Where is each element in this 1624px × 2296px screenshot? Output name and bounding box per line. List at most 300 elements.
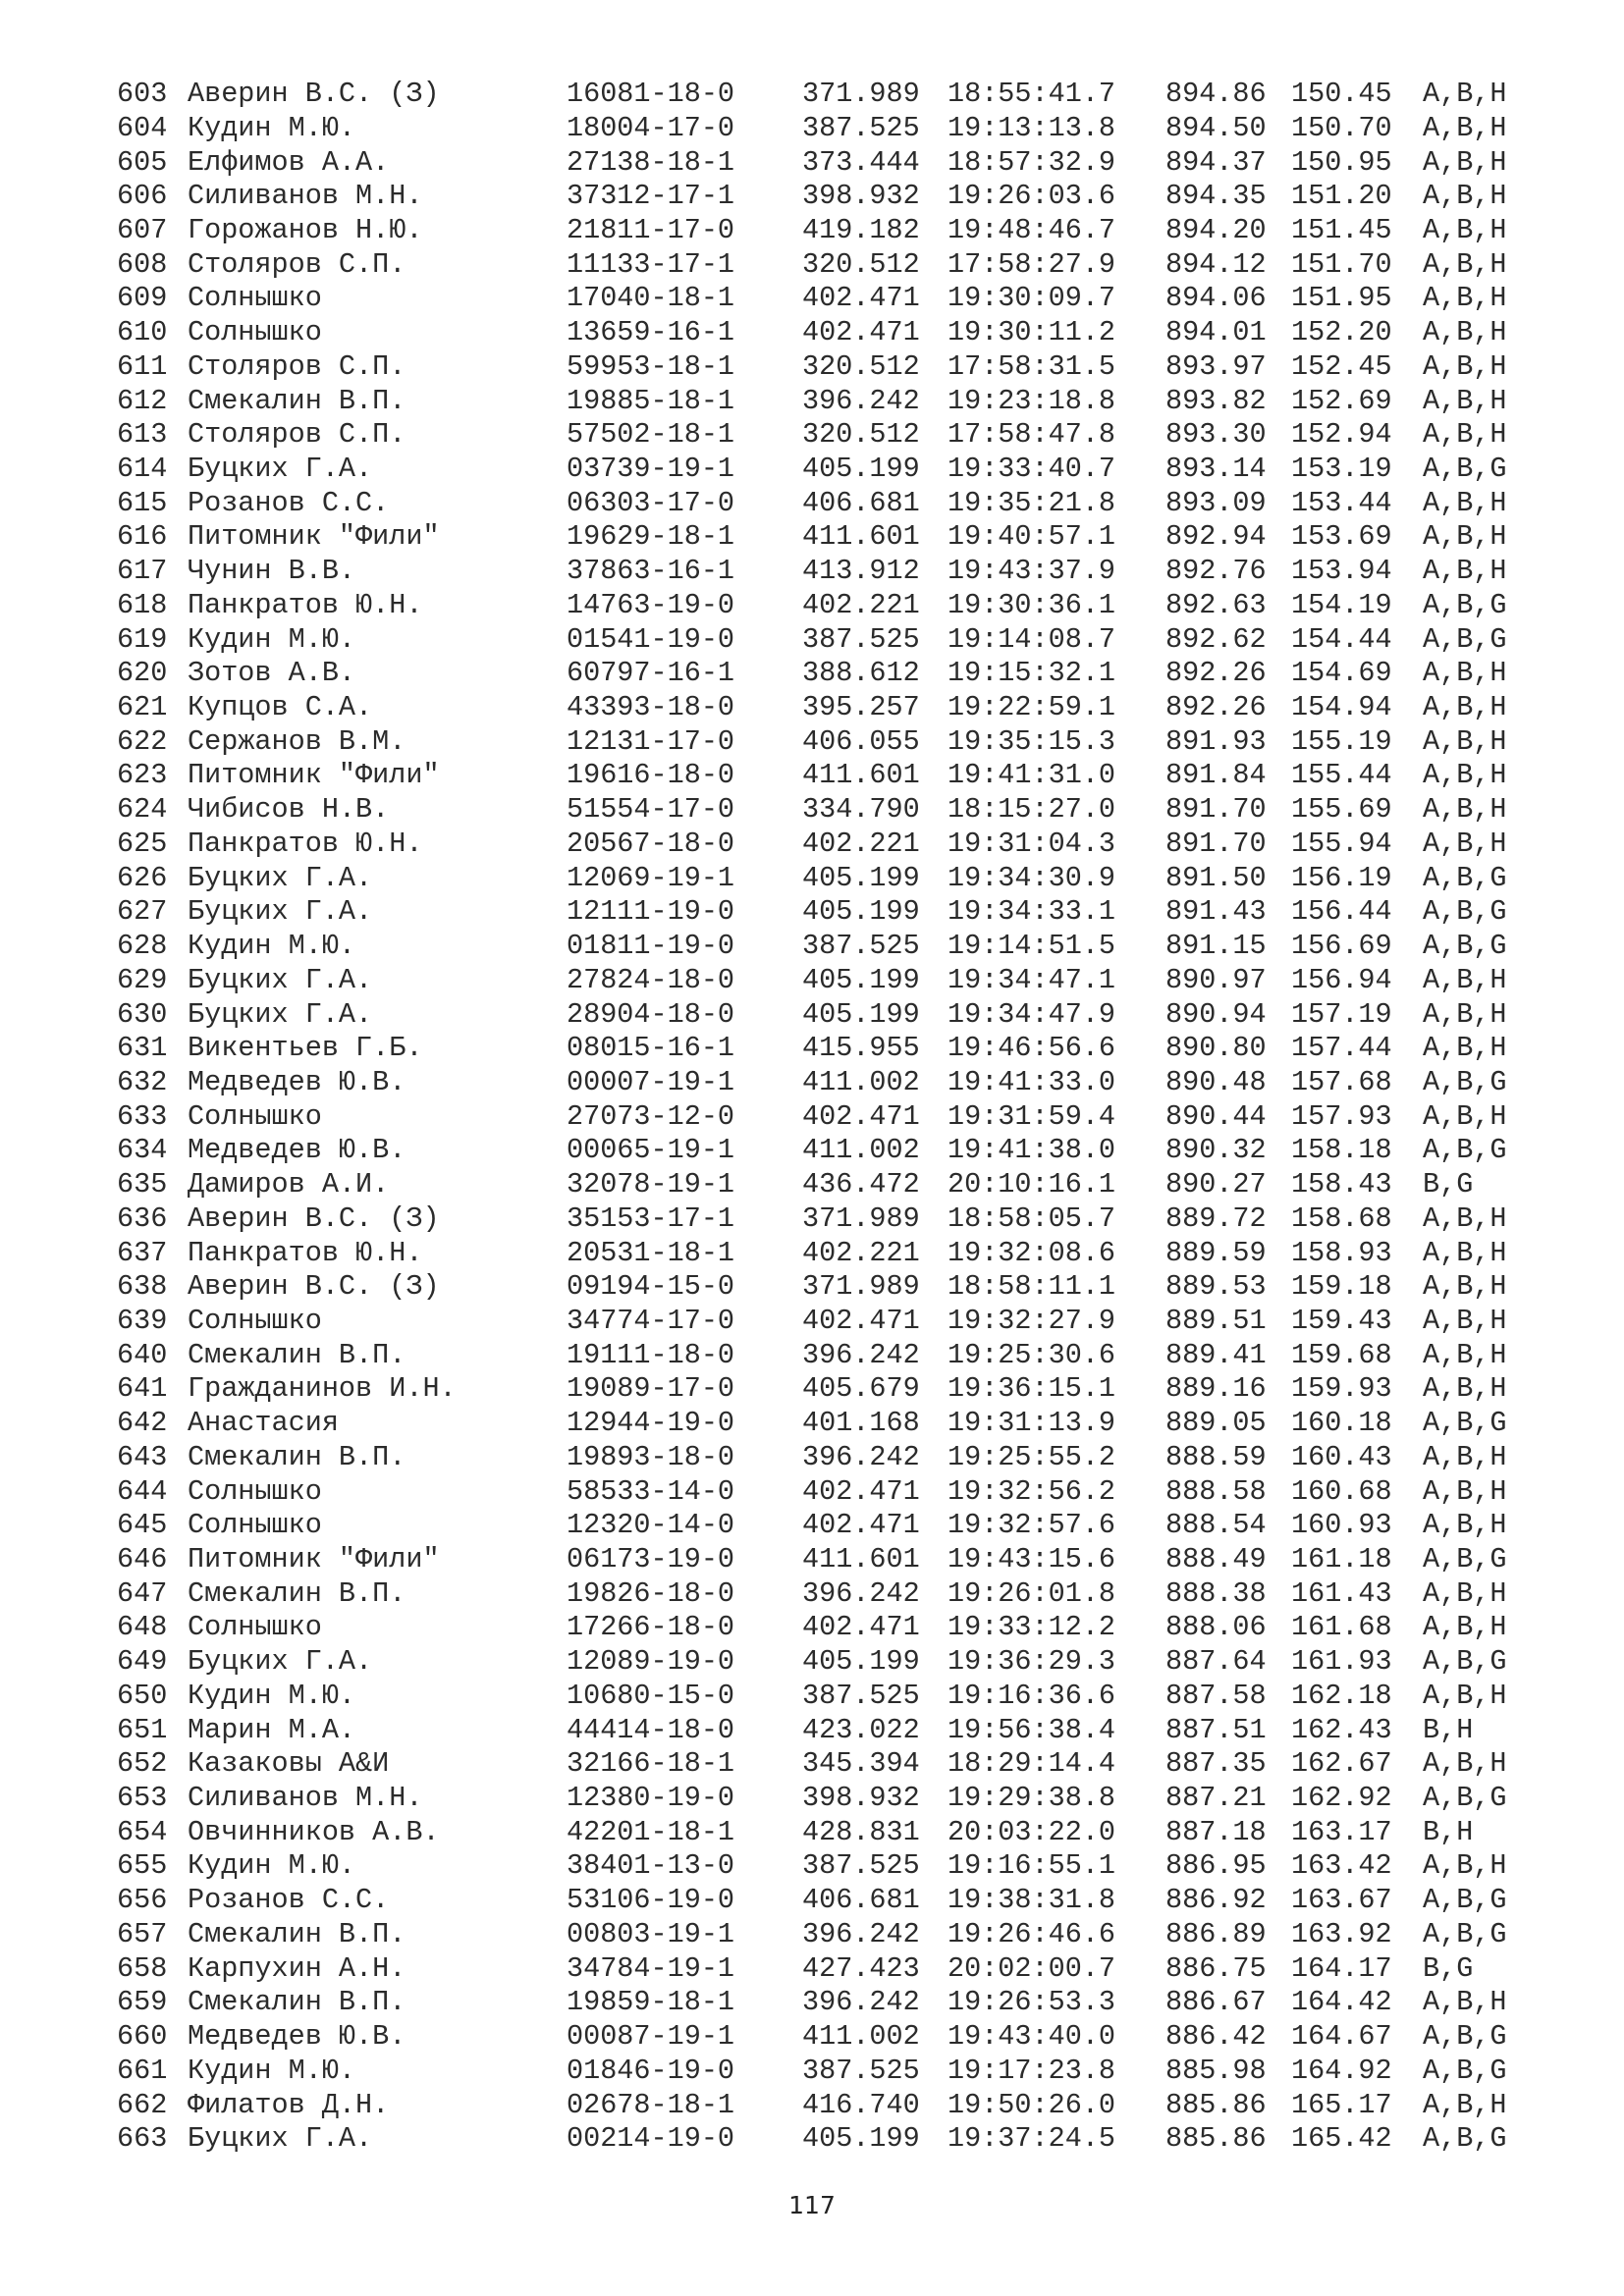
row-fancier-name: Солнышко xyxy=(188,1509,322,1542)
row-speed: 887.64 xyxy=(1165,1645,1267,1679)
row-fancier-name: Филатов Д.Н. xyxy=(188,2088,390,2121)
row-arrival-time: 17:58:31.5 xyxy=(947,349,1116,383)
row-place: 613 xyxy=(117,418,168,452)
row-categories: A,B,G xyxy=(1423,1645,1507,1679)
row-fancier-name: Кудин М.Ю. xyxy=(188,930,356,963)
row-speed: 885.98 xyxy=(1165,2054,1267,2087)
row-place: 645 xyxy=(117,1509,168,1542)
row-categories: A,B,H xyxy=(1423,1679,1507,1712)
row-ring-number: 37863-16-1 xyxy=(567,555,735,588)
row-arrival-time: 18:15:27.0 xyxy=(947,793,1116,827)
row-distance: 402.471 xyxy=(802,1474,920,1508)
row-ring-number: 01811-19-0 xyxy=(567,930,735,963)
row-place: 607 xyxy=(117,213,168,246)
row-categories: A,B,G xyxy=(1423,895,1507,929)
row-arrival-time: 19:23:18.8 xyxy=(947,384,1116,417)
row-arrival-time: 19:34:47.9 xyxy=(947,997,1116,1031)
row-fancier-name: Елфимов А.А. xyxy=(188,145,390,179)
result-row xyxy=(117,487,1541,521)
row-place: 617 xyxy=(117,555,168,588)
page-number: 117 xyxy=(788,2191,836,2219)
row-speed: 888.54 xyxy=(1165,1509,1267,1542)
row-place: 634 xyxy=(117,1134,168,1167)
row-speed: 890.48 xyxy=(1165,1065,1267,1098)
row-score: 155.19 xyxy=(1291,724,1392,758)
row-speed: 889.05 xyxy=(1165,1407,1267,1440)
row-speed: 890.44 xyxy=(1165,1099,1267,1133)
row-distance: 334.790 xyxy=(802,793,920,827)
row-arrival-time: 19:41:31.0 xyxy=(947,759,1116,792)
row-score: 151.95 xyxy=(1291,282,1392,315)
row-categories: A,B,G xyxy=(1423,1543,1507,1576)
row-speed: 890.27 xyxy=(1165,1168,1267,1201)
row-arrival-time: 19:30:36.1 xyxy=(947,588,1116,621)
row-place: 648 xyxy=(117,1611,168,1644)
row-categories: A,B,H xyxy=(1423,349,1507,383)
row-score: 156.19 xyxy=(1291,861,1392,894)
row-fancier-name: Солнышко xyxy=(188,1304,322,1337)
result-row xyxy=(117,1474,1541,1509)
result-row xyxy=(117,145,1541,180)
row-fancier-name: Смекалин В.П. xyxy=(188,1440,406,1473)
row-fancier-name: Анастасия xyxy=(188,1407,339,1440)
result-row xyxy=(117,691,1541,725)
row-arrival-time: 19:36:15.1 xyxy=(947,1372,1116,1406)
row-arrival-time: 19:31:13.9 xyxy=(947,1407,1116,1440)
row-score: 154.94 xyxy=(1291,691,1392,724)
row-distance: 402.471 xyxy=(802,1611,920,1644)
result-row xyxy=(117,112,1541,146)
row-fancier-name: Розанов С.С. xyxy=(188,1884,390,1917)
row-speed: 888.49 xyxy=(1165,1543,1267,1576)
row-arrival-time: 19:34:47.1 xyxy=(947,963,1116,996)
row-speed: 889.51 xyxy=(1165,1304,1267,1337)
row-ring-number: 01541-19-0 xyxy=(567,622,735,656)
row-fancier-name: Смекалин В.П. xyxy=(188,384,406,417)
result-row xyxy=(117,1952,1541,1987)
row-score: 150.95 xyxy=(1291,145,1392,179)
row-score: 153.44 xyxy=(1291,486,1392,519)
row-categories: A,B,G xyxy=(1423,2054,1507,2087)
row-arrival-time: 19:25:55.2 xyxy=(947,1440,1116,1473)
row-arrival-time: 19:33:12.2 xyxy=(947,1611,1116,1644)
row-place: 660 xyxy=(117,2020,168,2054)
row-categories: A,B,H xyxy=(1423,1576,1507,1610)
row-distance: 395.257 xyxy=(802,691,920,724)
row-speed: 894.37 xyxy=(1165,145,1267,179)
row-speed: 887.58 xyxy=(1165,1679,1267,1712)
row-place: 622 xyxy=(117,724,168,758)
row-ring-number: 32078-19-1 xyxy=(567,1168,735,1201)
row-score: 164.17 xyxy=(1291,1951,1392,1985)
row-ring-number: 00214-19-0 xyxy=(567,2122,735,2156)
row-place: 605 xyxy=(117,145,168,179)
row-ring-number: 19826-18-0 xyxy=(567,1576,735,1610)
row-distance: 371.989 xyxy=(802,78,920,111)
row-arrival-time: 20:10:16.1 xyxy=(947,1168,1116,1201)
row-arrival-time: 19:34:30.9 xyxy=(947,861,1116,894)
row-place: 656 xyxy=(117,1884,168,1917)
row-speed: 886.89 xyxy=(1165,1917,1267,1950)
row-distance: 423.022 xyxy=(802,1713,920,1746)
row-distance: 406.681 xyxy=(802,1884,920,1917)
row-fancier-name: Медведев Ю.В. xyxy=(188,1134,406,1167)
row-distance: 345.394 xyxy=(802,1747,920,1781)
row-categories: B,G xyxy=(1423,1951,1474,1985)
row-fancier-name: Горожанов Н.Ю. xyxy=(188,213,423,246)
row-score: 165.17 xyxy=(1291,2088,1392,2121)
row-distance: 402.471 xyxy=(802,282,920,315)
row-ring-number: 27073-12-0 xyxy=(567,1099,735,1133)
row-score: 162.18 xyxy=(1291,1679,1392,1712)
row-place: 633 xyxy=(117,1099,168,1133)
row-place: 614 xyxy=(117,453,168,486)
row-fancier-name: Аверин В.С. (З) xyxy=(188,1201,440,1235)
row-categories: A,B,H xyxy=(1423,1474,1507,1508)
row-place: 636 xyxy=(117,1201,168,1235)
row-arrival-time: 19:33:40.7 xyxy=(947,453,1116,486)
row-fancier-name: Буцких Г.А. xyxy=(188,997,373,1031)
row-place: 623 xyxy=(117,759,168,792)
result-row xyxy=(117,1816,1541,1850)
row-ring-number: 19629-18-1 xyxy=(567,520,735,554)
result-row xyxy=(117,589,1541,623)
row-distance: 427.423 xyxy=(802,1951,920,1985)
row-arrival-time: 17:58:47.8 xyxy=(947,418,1116,452)
row-arrival-time: 19:30:09.7 xyxy=(947,282,1116,315)
row-score: 165.42 xyxy=(1291,2122,1392,2156)
row-speed: 886.92 xyxy=(1165,1884,1267,1917)
row-ring-number: 08015-16-1 xyxy=(567,1032,735,1065)
row-categories: A,B,G xyxy=(1423,453,1507,486)
row-ring-number: 20531-18-1 xyxy=(567,1236,735,1269)
row-arrival-time: 18:57:32.9 xyxy=(947,145,1116,179)
row-distance: 402.221 xyxy=(802,1236,920,1269)
row-distance: 387.525 xyxy=(802,111,920,144)
row-distance: 387.525 xyxy=(802,930,920,963)
row-fancier-name: Солнышко xyxy=(188,1099,322,1133)
row-arrival-time: 19:41:38.0 xyxy=(947,1134,1116,1167)
row-place: 657 xyxy=(117,1917,168,1950)
row-arrival-time: 19:46:56.6 xyxy=(947,1032,1116,1065)
row-score: 158.93 xyxy=(1291,1236,1392,1269)
result-row xyxy=(117,1782,1541,1816)
row-categories: A,B,G xyxy=(1423,1407,1507,1440)
row-score: 151.20 xyxy=(1291,180,1392,213)
row-categories: A,B,H xyxy=(1423,2088,1507,2121)
result-row xyxy=(117,2020,1541,2055)
result-row xyxy=(117,1168,1541,1202)
result-row xyxy=(117,1645,1541,1680)
row-distance: 401.168 xyxy=(802,1407,920,1440)
row-fancier-name: Викентьев Г.Б. xyxy=(188,1032,423,1065)
row-ring-number: 06303-17-0 xyxy=(567,486,735,519)
row-categories: A,B,H xyxy=(1423,827,1507,860)
row-speed: 886.95 xyxy=(1165,1849,1267,1883)
row-place: 646 xyxy=(117,1543,168,1576)
result-row xyxy=(117,1577,1541,1612)
row-speed: 893.97 xyxy=(1165,349,1267,383)
row-speed: 892.63 xyxy=(1165,588,1267,621)
row-place: 625 xyxy=(117,827,168,860)
row-categories: A,B,G xyxy=(1423,861,1507,894)
row-arrival-time: 19:32:08.6 xyxy=(947,1236,1116,1269)
result-row xyxy=(117,2055,1541,2089)
result-row xyxy=(117,316,1541,350)
row-categories: A,B,H xyxy=(1423,1986,1507,2019)
row-distance: 373.444 xyxy=(802,145,920,179)
row-speed: 894.35 xyxy=(1165,180,1267,213)
row-arrival-time: 19:26:01.8 xyxy=(947,1576,1116,1610)
row-arrival-time: 19:40:57.1 xyxy=(947,520,1116,554)
row-score: 157.68 xyxy=(1291,1065,1392,1098)
row-categories: A,B,H xyxy=(1423,555,1507,588)
row-place: 640 xyxy=(117,1338,168,1371)
row-distance: 411.002 xyxy=(802,1134,920,1167)
row-distance: 406.681 xyxy=(802,486,920,519)
row-score: 161.93 xyxy=(1291,1645,1392,1679)
row-speed: 892.76 xyxy=(1165,555,1267,588)
row-score: 159.93 xyxy=(1291,1372,1392,1406)
row-fancier-name: Питомник "Фили" xyxy=(188,520,440,554)
row-distance: 320.512 xyxy=(802,418,920,452)
row-categories: A,B,H xyxy=(1423,997,1507,1031)
row-distance: 398.932 xyxy=(802,1782,920,1815)
row-fancier-name: Питомник "Фили" xyxy=(188,1543,440,1576)
row-place: 637 xyxy=(117,1236,168,1269)
row-score: 160.43 xyxy=(1291,1440,1392,1473)
row-fancier-name: Буцких Г.А. xyxy=(188,453,373,486)
row-categories: A,B,H xyxy=(1423,963,1507,996)
row-categories: A,B,H xyxy=(1423,1236,1507,1269)
row-categories: A,B,H xyxy=(1423,1338,1507,1371)
result-row xyxy=(117,1884,1541,1918)
row-fancier-name: Солнышко xyxy=(188,316,322,349)
row-distance: 387.525 xyxy=(802,1849,920,1883)
row-categories: A,B,H xyxy=(1423,1032,1507,1065)
row-place: 662 xyxy=(117,2088,168,2121)
row-distance: 411.601 xyxy=(802,1543,920,1576)
row-score: 164.42 xyxy=(1291,1986,1392,2019)
row-fancier-name: Казаковы А&И xyxy=(188,1747,390,1781)
row-ring-number: 19616-18-0 xyxy=(567,759,735,792)
row-categories: A,B,H xyxy=(1423,691,1507,724)
row-score: 160.68 xyxy=(1291,1474,1392,1508)
row-distance: 402.471 xyxy=(802,1304,920,1337)
result-row xyxy=(117,555,1541,589)
row-place: 649 xyxy=(117,1645,168,1679)
row-categories: A,B,H xyxy=(1423,520,1507,554)
row-ring-number: 20567-18-0 xyxy=(567,827,735,860)
row-distance: 411.002 xyxy=(802,2020,920,2054)
row-distance: 436.472 xyxy=(802,1168,920,1201)
row-distance: 411.002 xyxy=(802,1065,920,1098)
row-ring-number: 59953-18-1 xyxy=(567,349,735,383)
row-speed: 894.86 xyxy=(1165,78,1267,111)
result-row xyxy=(117,1543,1541,1577)
row-distance: 396.242 xyxy=(802,384,920,417)
row-categories: A,B,H xyxy=(1423,145,1507,179)
row-score: 152.94 xyxy=(1291,418,1392,452)
row-distance: 387.525 xyxy=(802,2054,920,2087)
row-score: 164.67 xyxy=(1291,2020,1392,2054)
result-row xyxy=(117,1032,1541,1066)
result-row xyxy=(117,623,1541,658)
row-fancier-name: Буцких Г.А. xyxy=(188,2122,373,2156)
row-place: 644 xyxy=(117,1474,168,1508)
row-distance: 416.740 xyxy=(802,2088,920,2121)
row-distance: 320.512 xyxy=(802,247,920,281)
row-ring-number: 27138-18-1 xyxy=(567,145,735,179)
row-place: 641 xyxy=(117,1372,168,1406)
result-row xyxy=(117,1714,1541,1748)
row-arrival-time: 20:03:22.0 xyxy=(947,1815,1116,1848)
result-row xyxy=(117,1918,1541,1952)
row-fancier-name: Буцких Г.А. xyxy=(188,963,373,996)
result-row xyxy=(117,759,1541,793)
row-ring-number: 12111-19-0 xyxy=(567,895,735,929)
row-speed: 890.94 xyxy=(1165,997,1267,1031)
result-row xyxy=(117,1305,1541,1339)
row-arrival-time: 19:38:31.8 xyxy=(947,1884,1116,1917)
row-speed: 891.93 xyxy=(1165,724,1267,758)
row-speed: 889.41 xyxy=(1165,1338,1267,1371)
row-speed: 890.80 xyxy=(1165,1032,1267,1065)
row-categories: A,B,H xyxy=(1423,486,1507,519)
row-fancier-name: Аверин В.С. (З) xyxy=(188,78,440,111)
row-score: 151.70 xyxy=(1291,247,1392,281)
row-distance: 396.242 xyxy=(802,1338,920,1371)
row-ring-number: 32166-18-1 xyxy=(567,1747,735,1781)
row-categories: A,B,H xyxy=(1423,418,1507,452)
row-speed: 892.26 xyxy=(1165,657,1267,690)
row-categories: A,B,G xyxy=(1423,930,1507,963)
row-score: 158.68 xyxy=(1291,1201,1392,1235)
row-arrival-time: 19:43:37.9 xyxy=(947,555,1116,588)
row-categories: A,B,G xyxy=(1423,2020,1507,2054)
row-distance: 411.601 xyxy=(802,520,920,554)
row-distance: 320.512 xyxy=(802,349,920,383)
row-distance: 413.912 xyxy=(802,555,920,588)
row-place: 655 xyxy=(117,1849,168,1883)
row-categories: A,B,H xyxy=(1423,180,1507,213)
row-place: 628 xyxy=(117,930,168,963)
row-score: 150.70 xyxy=(1291,111,1392,144)
row-fancier-name: Смекалин В.П. xyxy=(188,1986,406,2019)
row-place: 609 xyxy=(117,282,168,315)
row-fancier-name: Столяров С.П. xyxy=(188,349,406,383)
row-score: 154.44 xyxy=(1291,622,1392,656)
row-distance: 387.525 xyxy=(802,1679,920,1712)
row-categories: A,B,G xyxy=(1423,588,1507,621)
row-ring-number: 06173-19-0 xyxy=(567,1543,735,1576)
row-categories: A,B,H xyxy=(1423,1099,1507,1133)
row-place: 663 xyxy=(117,2122,168,2156)
row-score: 155.44 xyxy=(1291,759,1392,792)
row-arrival-time: 19:41:33.0 xyxy=(947,1065,1116,1098)
result-row xyxy=(117,930,1541,964)
row-fancier-name: Аверин В.С. (З) xyxy=(188,1270,440,1304)
row-fancier-name: Медведев Ю.В. xyxy=(188,1065,406,1098)
row-speed: 891.70 xyxy=(1165,827,1267,860)
row-place: 618 xyxy=(117,588,168,621)
row-ring-number: 12380-19-0 xyxy=(567,1782,735,1815)
row-ring-number: 34784-19-1 xyxy=(567,1951,735,1985)
row-place: 639 xyxy=(117,1304,168,1337)
row-speed: 886.67 xyxy=(1165,1986,1267,2019)
result-row xyxy=(117,453,1541,487)
row-place: 603 xyxy=(117,78,168,111)
row-ring-number: 60797-16-1 xyxy=(567,657,735,690)
result-row xyxy=(117,350,1541,385)
row-arrival-time: 19:22:59.1 xyxy=(947,691,1116,724)
result-row xyxy=(117,793,1541,828)
row-speed: 891.43 xyxy=(1165,895,1267,929)
row-speed: 887.21 xyxy=(1165,1782,1267,1815)
row-speed: 892.26 xyxy=(1165,691,1267,724)
row-ring-number: 03739-19-1 xyxy=(567,453,735,486)
row-place: 612 xyxy=(117,384,168,417)
row-distance: 428.831 xyxy=(802,1815,920,1848)
row-arrival-time: 19:14:51.5 xyxy=(947,930,1116,963)
row-speed: 886.75 xyxy=(1165,1951,1267,1985)
row-speed: 893.82 xyxy=(1165,384,1267,417)
result-row xyxy=(117,282,1541,316)
row-ring-number: 44414-18-0 xyxy=(567,1713,735,1746)
row-arrival-time: 19:26:03.6 xyxy=(947,180,1116,213)
row-categories: A,B,G xyxy=(1423,1065,1507,1098)
row-arrival-time: 17:58:27.9 xyxy=(947,247,1116,281)
row-fancier-name: Чибисов Н.В. xyxy=(188,793,390,827)
row-fancier-name: Смекалин В.П. xyxy=(188,1576,406,1610)
row-categories: A,B,H xyxy=(1423,282,1507,315)
row-arrival-time: 19:32:57.6 xyxy=(947,1509,1116,1542)
result-row xyxy=(117,1509,1541,1543)
result-row xyxy=(117,78,1541,112)
row-speed: 893.14 xyxy=(1165,453,1267,486)
result-row xyxy=(117,1270,1541,1305)
row-ring-number: 12131-17-0 xyxy=(567,724,735,758)
result-row xyxy=(117,248,1541,283)
row-categories: A,B,H xyxy=(1423,316,1507,349)
row-ring-number: 12069-19-1 xyxy=(567,861,735,894)
row-score: 163.67 xyxy=(1291,1884,1392,1917)
row-ring-number: 02678-18-1 xyxy=(567,2088,735,2121)
row-arrival-time: 19:37:24.5 xyxy=(947,2122,1116,2156)
row-arrival-time: 19:16:36.6 xyxy=(947,1679,1116,1712)
row-arrival-time: 18:58:11.1 xyxy=(947,1270,1116,1304)
row-distance: 371.989 xyxy=(802,1270,920,1304)
row-score: 153.69 xyxy=(1291,520,1392,554)
row-place: 643 xyxy=(117,1440,168,1473)
row-distance: 405.199 xyxy=(802,861,920,894)
row-ring-number: 43393-18-0 xyxy=(567,691,735,724)
row-ring-number: 12320-14-0 xyxy=(567,1509,735,1542)
row-fancier-name: Солнышко xyxy=(188,1611,322,1644)
row-arrival-time: 19:30:11.2 xyxy=(947,316,1116,349)
row-score: 157.19 xyxy=(1291,997,1392,1031)
row-ring-number: 18004-17-0 xyxy=(567,111,735,144)
row-score: 156.94 xyxy=(1291,963,1392,996)
row-speed: 892.94 xyxy=(1165,520,1267,554)
result-row xyxy=(117,1339,1541,1373)
row-fancier-name: Буцких Г.А. xyxy=(188,895,373,929)
row-arrival-time: 19:32:56.2 xyxy=(947,1474,1116,1508)
row-ring-number: 19893-18-0 xyxy=(567,1440,735,1473)
row-speed: 885.86 xyxy=(1165,2122,1267,2156)
row-score: 152.20 xyxy=(1291,316,1392,349)
result-row xyxy=(117,1134,1541,1168)
